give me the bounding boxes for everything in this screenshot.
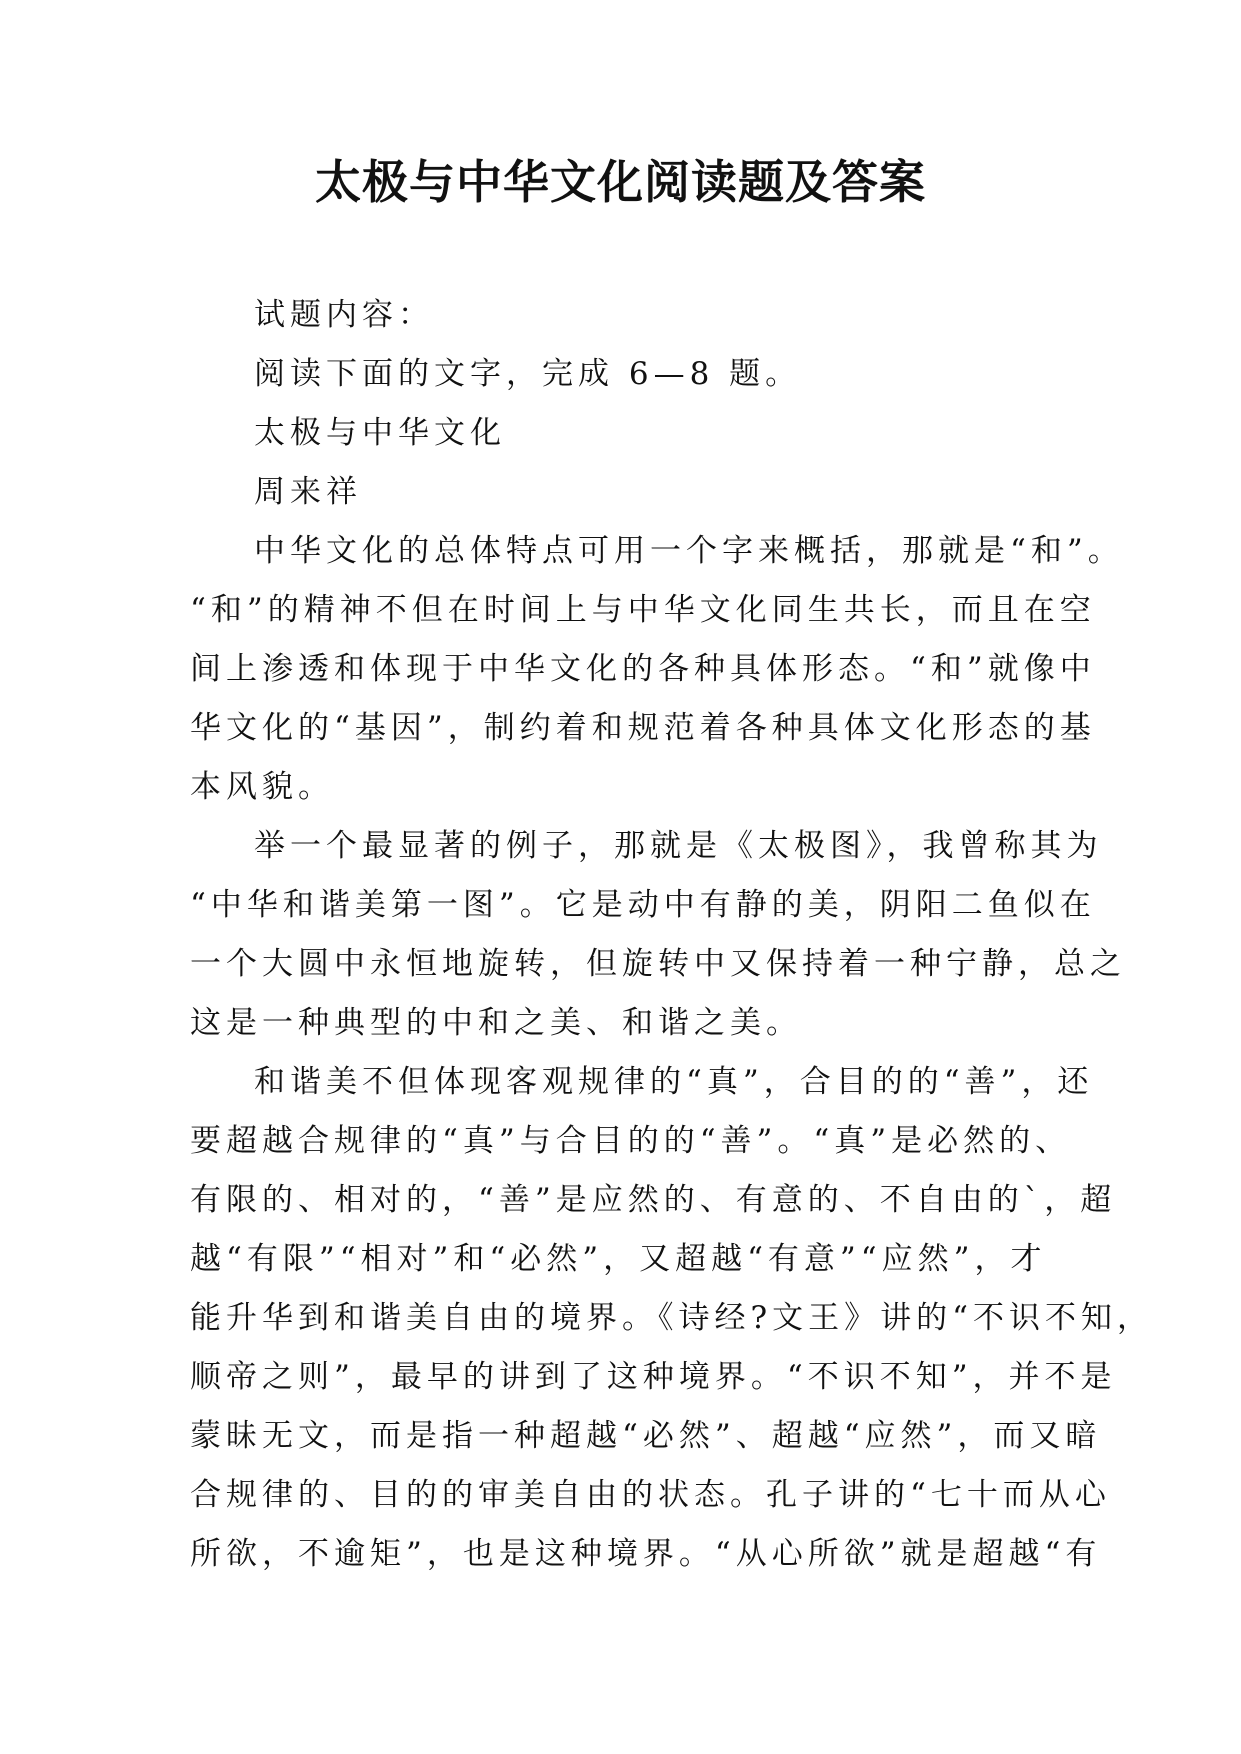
paragraph-line: 本风貌。 <box>190 769 334 805</box>
document-title: 太极与中华文化阅读题及答案 <box>315 155 926 209</box>
article-title: 太极与中华文化 <box>254 415 506 451</box>
paragraph-line: 越“有限”“相对”和“必然”，又超越“有意”“应然”，才 <box>190 1241 1047 1277</box>
paragraph-line: 华文化的“基因”，制约着和规范着各种具体文化形态的基 <box>190 710 1096 746</box>
paragraph-line: 和谐美不但体现客观规律的“真”，合目的的“善”，还 <box>254 1064 1094 1100</box>
paragraph-line: 有限的、相对的，“善”是应然的、有意的、不自由的`，超 <box>190 1182 1117 1218</box>
document-body <box>190 286 1153 1584</box>
paragraph-line: 中华文化的总体特点可用一个字来概括，那就是“和”。 <box>254 533 1124 569</box>
question-content-label: 试题内容： <box>254 297 434 333</box>
paragraph-line: “和”的精神不但在时间上与中华文化同生共长，而且在空 <box>190 592 1096 628</box>
instruction-line: 阅读下面的文字，完成 6—8 题。 <box>254 356 802 392</box>
paragraph-line: 所欲，不逾矩”，也是这种境界。“从心所欲”就是超越“有 <box>190 1536 1102 1572</box>
paragraph-line: 要超越合规律的“真”与合目的的“善”。“真”是必然的、 <box>190 1123 1072 1159</box>
paragraph-2 <box>190 817 1126 1053</box>
paragraph-line: 一个大圆中永恒地旋转，但旋转中又保持着一种宁静，总之 <box>190 946 1126 982</box>
paragraph-line: 合规律的、目的的审美自由的状态。孔子讲的“七十而从心 <box>190 1477 1111 1513</box>
paragraph-line: 间上渗透和体现于中华文化的各种具体形态。“和”就像中 <box>190 651 1096 687</box>
paragraph-line: 举一个最显著的例子，那就是《太极图》，我曾称其为 <box>254 828 1103 864</box>
paragraph-line: 蒙昧无文，而是指一种超越“必然”、超越“应然”，而又暗 <box>190 1418 1102 1454</box>
paragraph-line: 能升华到和谐美自由的境界。《诗经?文王》讲的“不识不知， <box>190 1300 1153 1336</box>
paragraph-1 <box>190 522 1124 817</box>
article-author: 周来祥 <box>254 474 362 510</box>
paragraph-line: “中华和谐美第一图”。它是动中有静的美，阴阳二鱼似在 <box>190 887 1096 923</box>
paragraph-line: 这是一种典型的中和之美、和谐之美。 <box>190 1005 802 1041</box>
paragraph-3 <box>190 1053 1153 1584</box>
paragraph-line: 顺帝之则”，最早的讲到了这种境界。“不识不知”，并不是 <box>190 1359 1117 1395</box>
